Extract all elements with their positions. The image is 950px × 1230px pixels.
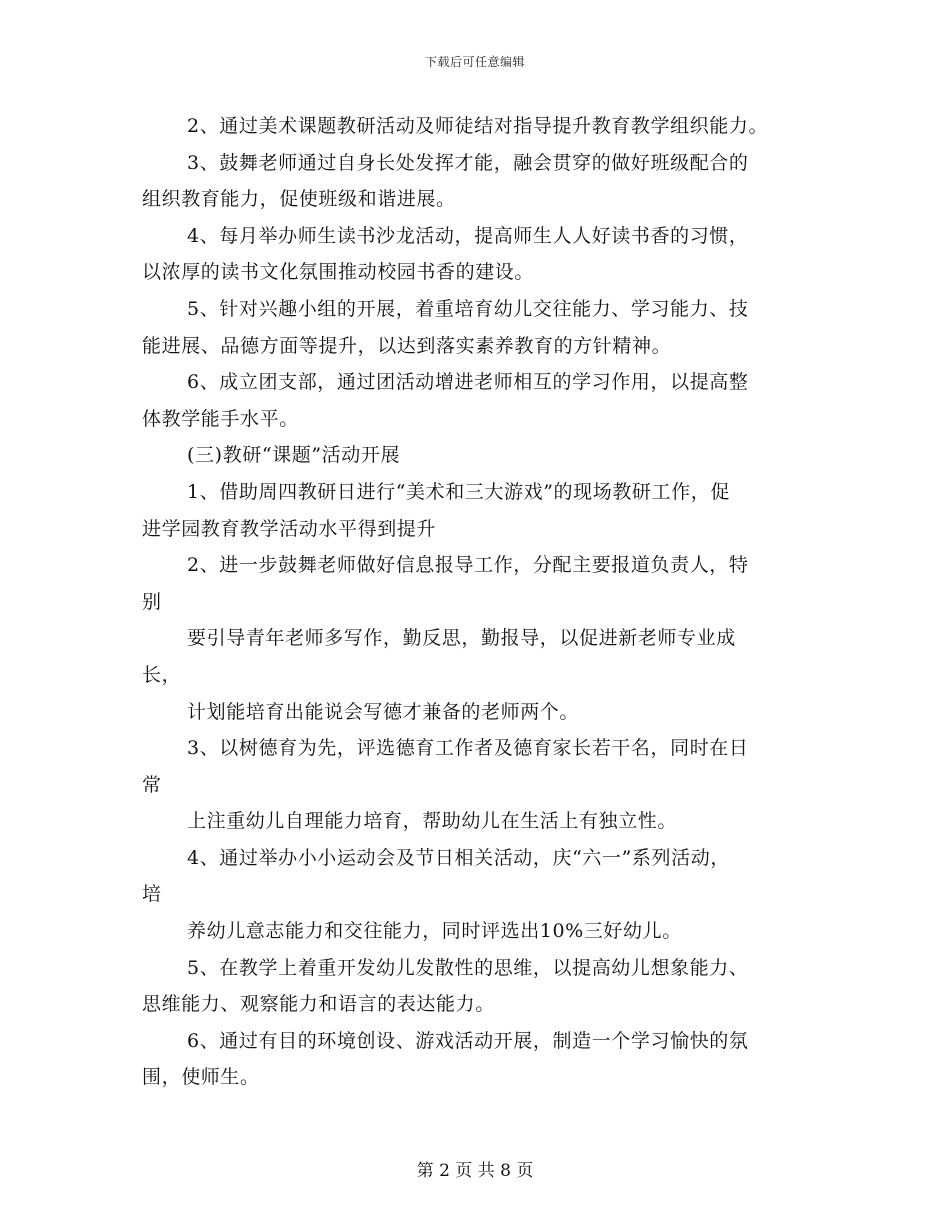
body-line: 组织教育能力，促使班级和谐进展。 <box>142 188 456 211</box>
body-line: 3、以树德育为先，评选德育工作者及德育家长若干名，同时在日 <box>187 737 749 760</box>
body-line: 体教学能手水平。 <box>142 407 299 430</box>
body-line: 培 <box>142 883 162 906</box>
body-line: 围，使师生。 <box>142 1066 260 1089</box>
body-line: 进学园教育教学活动水平得到提升 <box>142 517 437 540</box>
body-line: 1、借助周四教研日进行“美术和三大游戏”的现场教研工作，促 <box>187 480 730 503</box>
body-line: 6、通过有目的环境创设、游戏活动开展，制造一个学习愉快的氛 <box>187 1029 749 1052</box>
body-line: 6、成立团支部，通过团活动增进老师相互的学习作用，以提高整 <box>187 371 749 394</box>
body-line: 5、针对兴趣小组的开展，着重培育幼儿交往能力、学习能力、技 <box>187 297 749 320</box>
page-header: 下载后可任意编辑 <box>424 55 525 69</box>
document-body <box>142 108 832 1096</box>
body-line: 4、每月举办师生读书沙龙活动，提高师生人人好读书香的习惯， <box>187 224 749 247</box>
body-line: 5、在教学上着重开发幼儿发散性的思维，以提高幼儿想象能力、 <box>187 956 749 979</box>
body-line: 要引导青年老师多写作，勤反思，勤报导，以促进新老师专业成 <box>187 627 736 650</box>
body-line: 思维能力、观察能力和语言的表达能力。 <box>142 993 495 1016</box>
body-line: 养幼儿意志能力和交往能力，同时评选出10%三好幼儿。 <box>187 920 682 943</box>
section-heading: (三)教研“课题”活动开展 <box>187 444 401 467</box>
body-line: 长， <box>142 663 182 686</box>
body-line: 常 <box>142 773 162 796</box>
body-line: 上注重幼儿自理能力培育，帮助幼儿在生活上有独立性。 <box>187 810 678 833</box>
body-line: 能进展、品德方面等提升，以达到落实素养教育的方针精神。 <box>142 334 672 357</box>
body-line: 计划能培育出能说会写德才兼备的老师两个。 <box>187 700 580 723</box>
body-line: 2、进一步鼓舞老师做好信息报导工作，分配主要报道负责人，特 <box>187 554 749 577</box>
body-line: 3、鼓舞老师通过自身长处发挥才能，融会贯穿的做好班级配合的 <box>187 151 749 174</box>
body-line: 别 <box>142 590 162 613</box>
body-line: 以浓厚的读书文化氛围推动校园书香的建设。 <box>142 261 535 284</box>
body-line: 4、通过举办小小运动会及节日相关活动，庆“六一”系列活动， <box>187 846 730 869</box>
body-line: 2、通过美术课题教研活动及师徒结对指导提升教育教学组织能力。 <box>187 115 769 137</box>
page-number-footer: 第 2 页 共 8 页 <box>416 1161 534 1181</box>
